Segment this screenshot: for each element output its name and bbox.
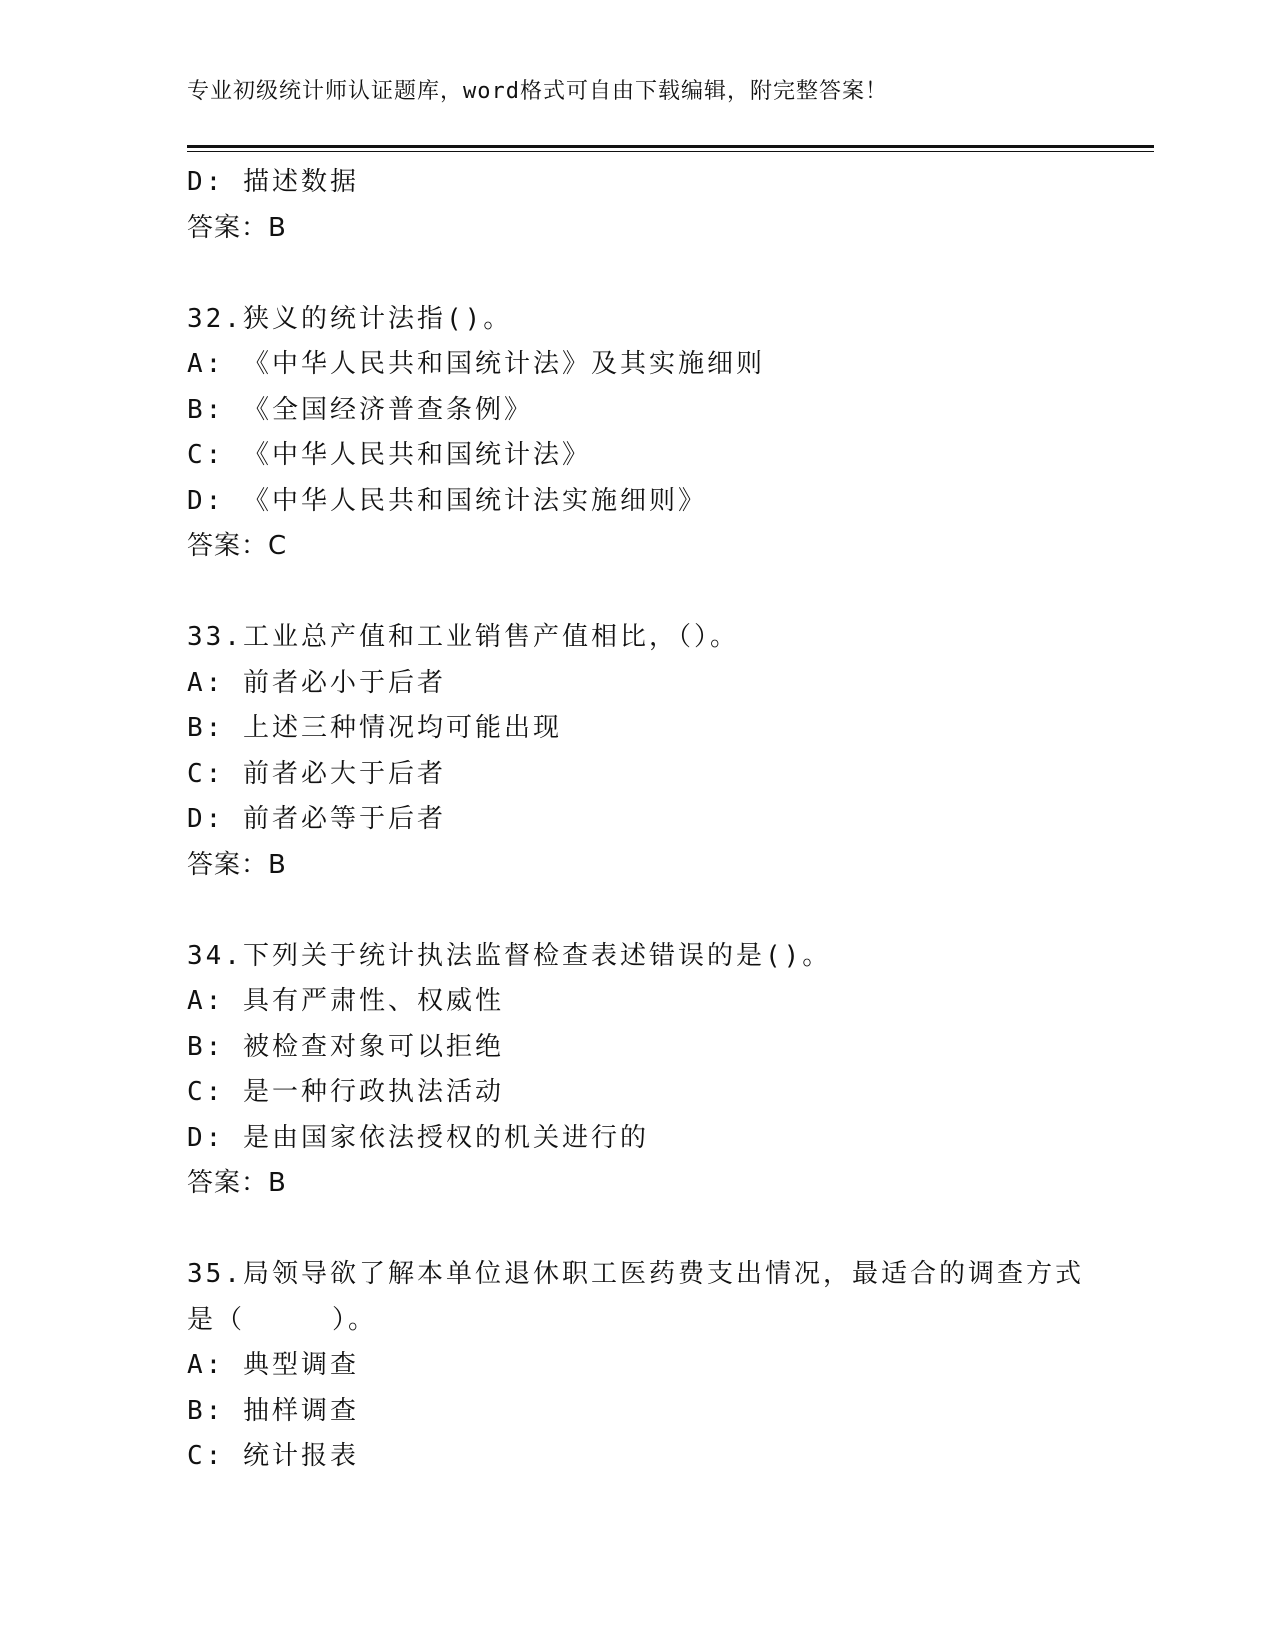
option-d: D: 前者必等于后者 bbox=[187, 804, 446, 834]
option-a: A: 具有严肃性、权威性 bbox=[187, 986, 504, 1016]
spacer bbox=[187, 251, 1087, 297]
option-d: D: 描述数据 bbox=[187, 167, 359, 197]
answer: 答案：C bbox=[187, 531, 288, 561]
question-content bbox=[187, 160, 1087, 1480]
option-c: C: 《中华人民共和国统计法》 bbox=[187, 440, 591, 470]
option-b: B: 上述三种情况均可能出现 bbox=[187, 713, 562, 743]
header-rule-thick bbox=[187, 145, 1154, 148]
option-a: A: 前者必小于后者 bbox=[187, 667, 446, 698]
answer: 答案：B bbox=[187, 1168, 287, 1198]
option-a: A: 《中华人民共和国统计法》及其实施细则 bbox=[187, 349, 765, 379]
question-stem: 33.工业总产值和工业销售产值相比，（）。 bbox=[187, 622, 739, 652]
option-c: C: 前者必大于后者 bbox=[187, 758, 446, 789]
option-b: B: 抽样调查 bbox=[187, 1395, 359, 1426]
answer: 答案：B bbox=[187, 212, 287, 243]
answer: 答案：B bbox=[187, 849, 287, 880]
question-stem-continued: 是（ ）。 bbox=[187, 1304, 378, 1335]
option-b: B: 《全国经济普查条例》 bbox=[187, 394, 533, 425]
spacer bbox=[187, 888, 1087, 934]
question-stem: 34.下列关于统计执法监督检查表述错误的是()。 bbox=[187, 940, 832, 971]
spacer bbox=[187, 570, 1087, 616]
header-rule-thin bbox=[187, 151, 1154, 152]
spacer bbox=[187, 1207, 1087, 1253]
question-stem: 32.狭义的统计法指()。 bbox=[187, 303, 513, 334]
option-d: D: 《中华人民共和国统计法实施细则》 bbox=[187, 485, 707, 516]
option-b: B: 被检查对象可以拒绝 bbox=[187, 1031, 504, 1062]
option-c: C: 统计报表 bbox=[187, 1441, 359, 1471]
option-a: A: 典型调查 bbox=[187, 1350, 359, 1380]
question-stem: 35.局领导欲了解本单位退休职工医药费支出情况，最适合的调查方式 bbox=[187, 1259, 1084, 1289]
option-c: C: 是一种行政执法活动 bbox=[187, 1077, 504, 1107]
option-d: D: 是由国家依法授权的机关进行的 bbox=[187, 1122, 649, 1153]
page-header: 专业初级统计师认证题库，word格式可自由下载编辑，附完整答案！ bbox=[187, 79, 888, 104]
